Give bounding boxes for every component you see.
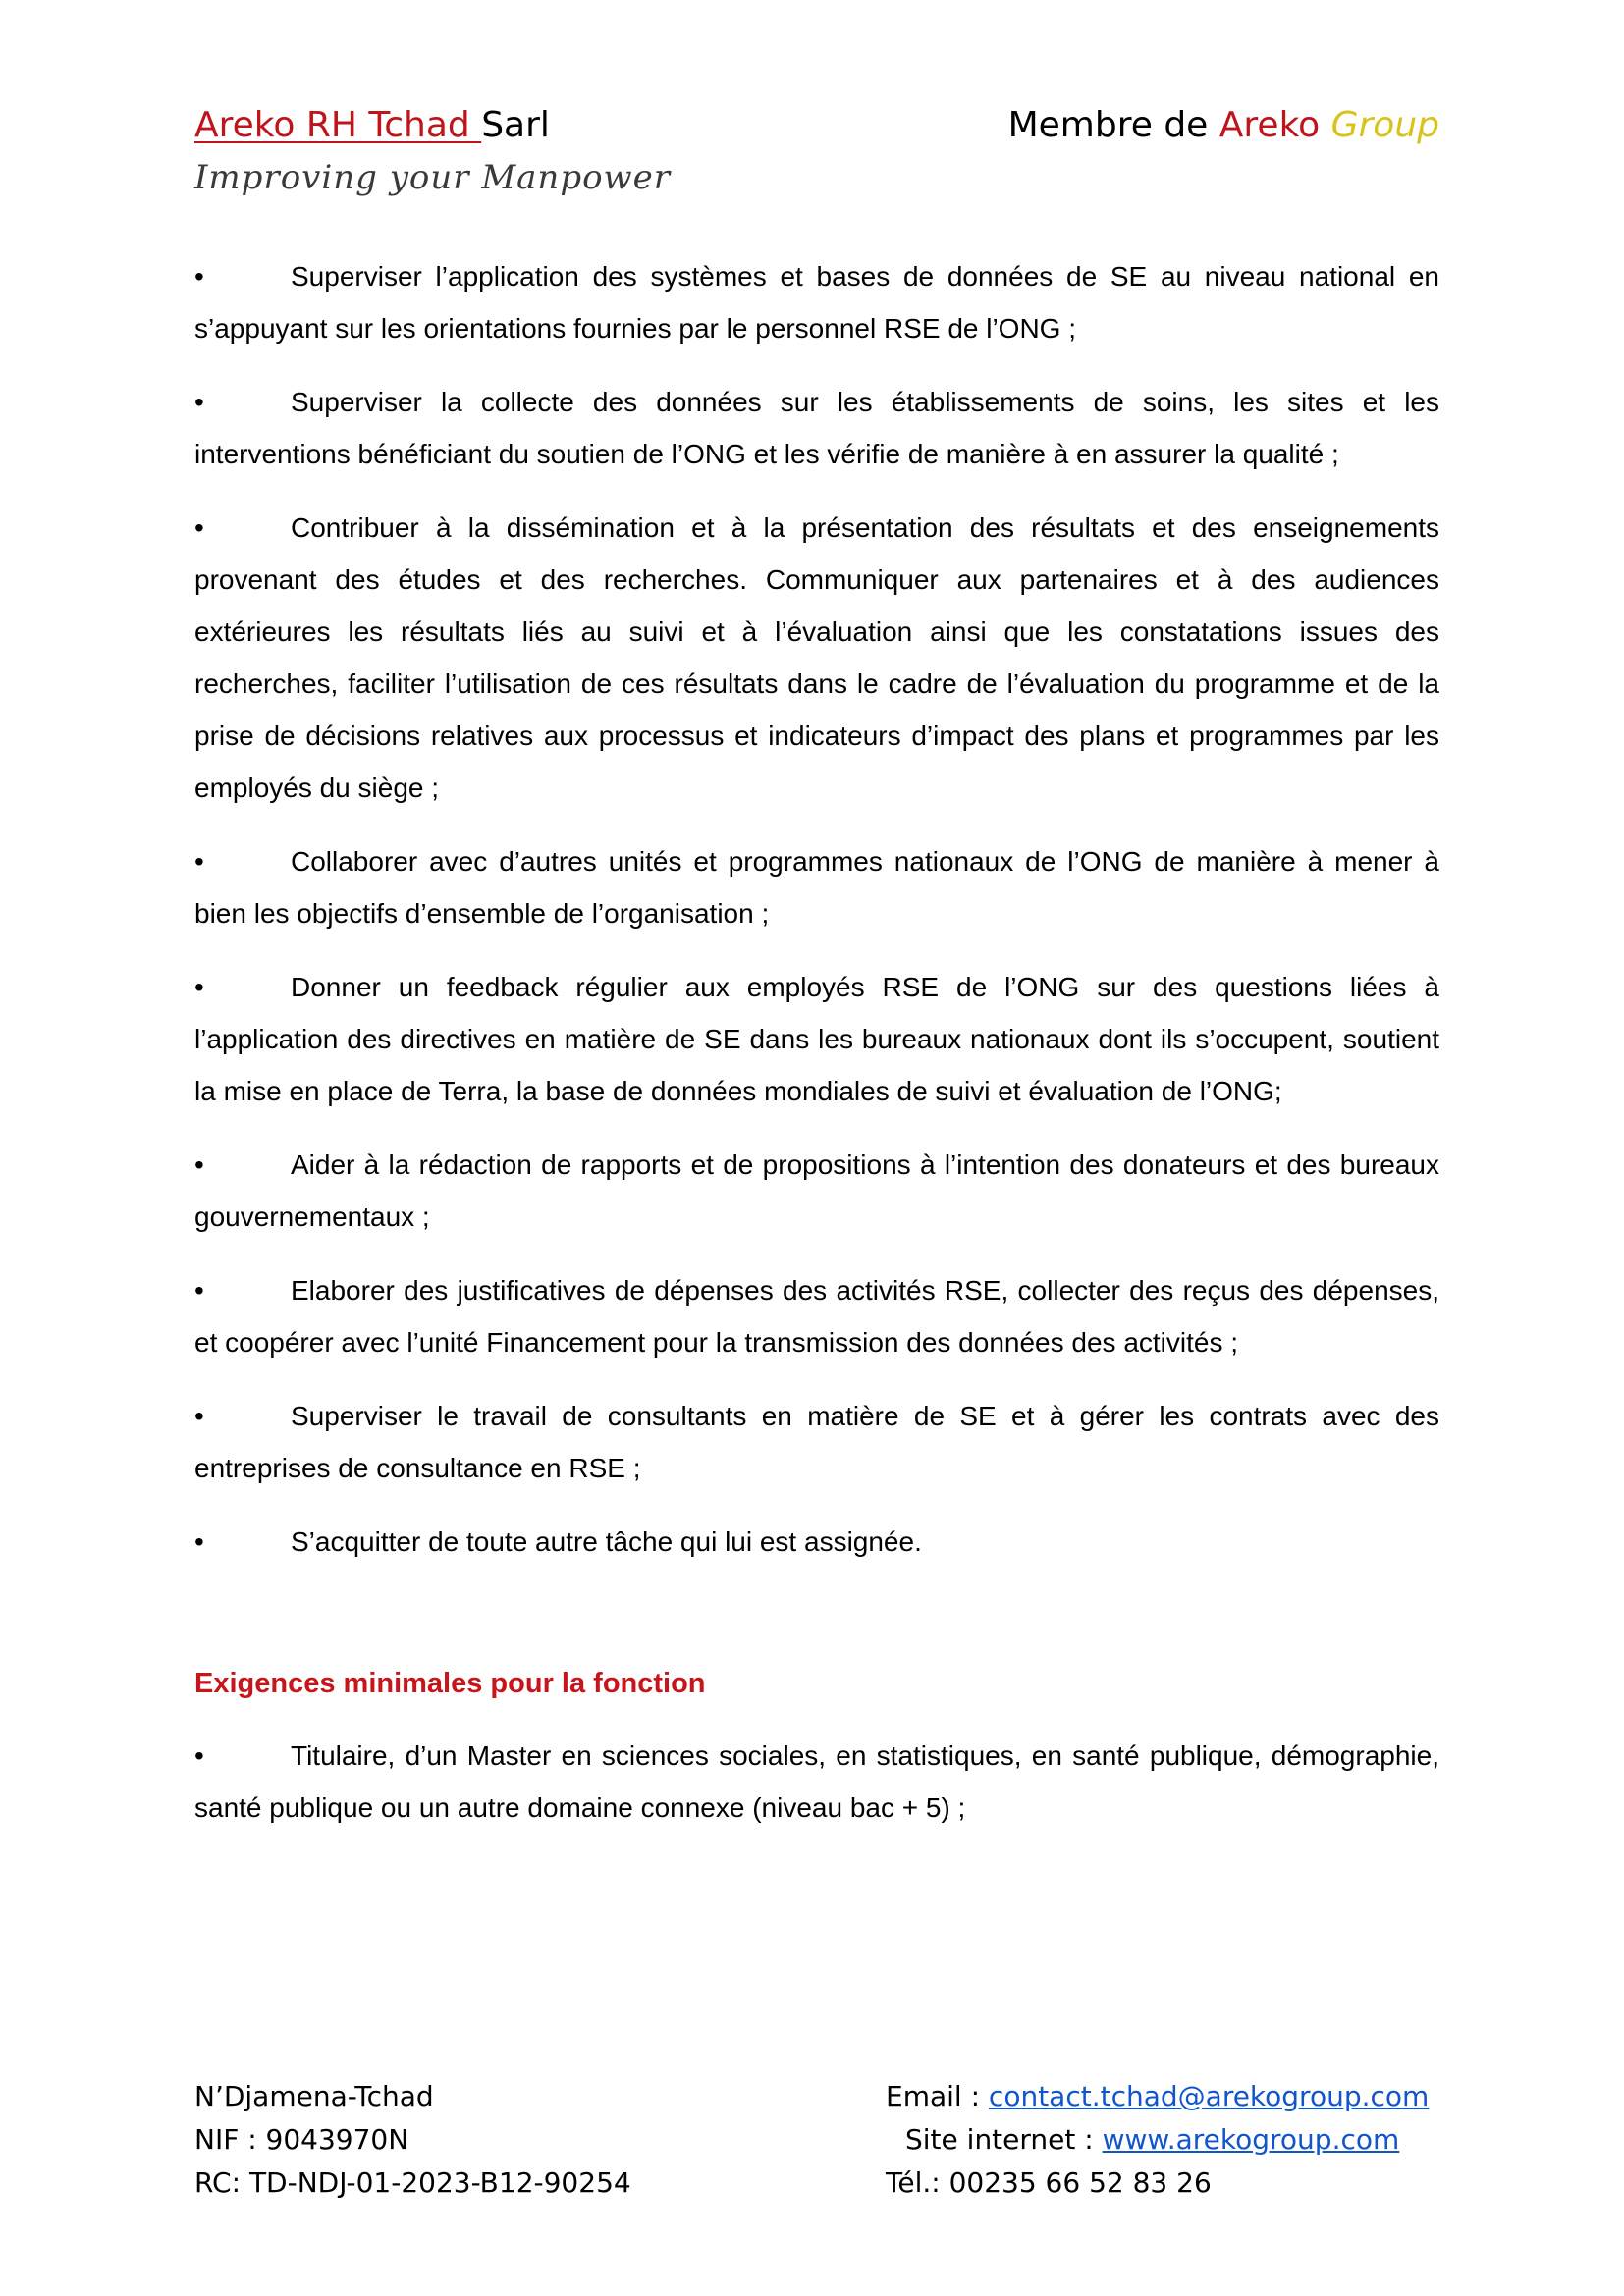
footer-right (886, 2075, 1429, 2205)
company-name-red: Areko RH Tchad (194, 105, 482, 145)
responsibility-item-text: Collaborer avec d’autres unités et programmes nationaux de l’ONG de manière à mener à bien les objectifs d’ensemble de l’organisation ; (194, 846, 1439, 929)
responsibilities-list (194, 250, 1439, 1568)
site-link[interactable]: www.arekogroup.com (1102, 2123, 1400, 2156)
responsibility-item (194, 835, 1439, 939)
bullet-dot: • (194, 387, 204, 417)
responsibility-item-text: S’acquitter de toute autre tâche qui lui est assignée. (291, 1526, 922, 1557)
responsibility-item (194, 250, 1439, 354)
responsibility-item (194, 1516, 1439, 1568)
responsibility-item-text: Superviser l’application des systèmes et bases de données de SE au niveau national en s’appuyant sur les orientations fournies par le personnel RSE de l’ONG ; (194, 261, 1439, 344)
responsibility-item (194, 1264, 1439, 1368)
bullet-dot: • (194, 1275, 204, 1306)
member-prefix: Membre de (1007, 105, 1219, 145)
responsibility-item (194, 1139, 1439, 1243)
responsibility-item (194, 961, 1439, 1117)
responsibility-item (194, 376, 1439, 480)
member-group: Group (1330, 105, 1439, 145)
requirement-item (194, 1730, 1439, 1834)
responsibility-item-text: Superviser le travail de consultants en matière de SE et à gérer les contrats avec des entreprises de consultance en RSE ; (194, 1401, 1439, 1483)
member-of-group (1008, 98, 1439, 153)
bullet-dot: • (194, 1526, 204, 1557)
responsibility-item (194, 1390, 1439, 1494)
company-name (194, 98, 550, 153)
bullet-dot: • (194, 1740, 204, 1771)
responsibility-item-text: Donner un feedback régulier aux employés RSE de l’ONG sur des questions liées à l’application des directives en matière de SE dans les bureaux nationaux dont ils s’occupent, soutient la mise en place de Terra, la base de données mondiales de suivi et évaluation de l’ONG; (194, 972, 1439, 1106)
member-areko: Areko (1218, 105, 1321, 145)
responsibility-item (194, 502, 1439, 814)
site-label: Site internet : (905, 2123, 1103, 2156)
email-link[interactable]: contact.tchad@arekogroup.com (988, 2080, 1430, 2112)
responsibility-item-text: Contribuer à la dissémination et à la présentation des résultats et des enseignements provenant des études et des recherches. Communiquer aux partenaires et à des audiences extérieures les résultats liés au suivi et à l’évaluation ainsi que les constatations issues des recherches, faciliter l’utilisation de ces résultats dans le cadre de l’évaluation du programme et de la prise de décisions relatives aux processus et indicateurs d’impact des plans et programmes par les employés du siège ; (194, 512, 1439, 803)
footer-email-line (886, 2075, 1429, 2118)
page-header (194, 98, 1439, 206)
bullet-dot: • (194, 512, 204, 543)
requirements-title: Exigences minimales pour la fonction (194, 1668, 706, 1699)
bullet-dot: • (194, 261, 204, 292)
footer-left (194, 2075, 631, 2205)
bullet-dot: • (194, 1149, 204, 1180)
responsibility-item-text: Aider à la rédaction de rapports et de propositions à l’intention des donateurs et des bureaux gouvernementaux ; (194, 1149, 1439, 1232)
requirement-item-text: Titulaire, d’un Master en sciences sociales, en statistiques, en santé publique, démographie, santé publique ou un autre domaine connexe (niveau bac + 5) ; (194, 1740, 1439, 1823)
bullet-dot: • (194, 846, 204, 877)
responsibility-item-text: Elaborer des justificatives de dépenses des activités RSE, collecter des reçus des dépenses, et coopérer avec l’unité Financement pour la transmission des données des activités ; (194, 1275, 1439, 1358)
company-suffix: Sarl (481, 105, 550, 145)
bullet-dot: • (194, 972, 204, 1002)
document-body (194, 250, 1439, 1855)
footer-city: N’Djamena-Tchad (194, 2080, 434, 2112)
bullet-dot: • (194, 1401, 204, 1431)
footer-site-line (886, 2118, 1429, 2162)
email-label: Email : (886, 2080, 989, 2112)
footer-rc: RC: TD-NDJ-01-2023-B12-90254 (194, 2166, 631, 2199)
responsibility-item-text: Superviser la collecte des données sur les établissements de soins, les sites et les interventions bénéficiant du soutien de l’ONG et les vérifie de manière à en assurer la qualité ; (194, 387, 1439, 469)
requirements-list (194, 1730, 1439, 1834)
footer-nif: NIF : 9043970N (194, 2123, 409, 2156)
tagline: Improving your Manpower (194, 158, 672, 197)
footer-phone: Tél.: 00235 66 52 83 26 (886, 2166, 1212, 2199)
